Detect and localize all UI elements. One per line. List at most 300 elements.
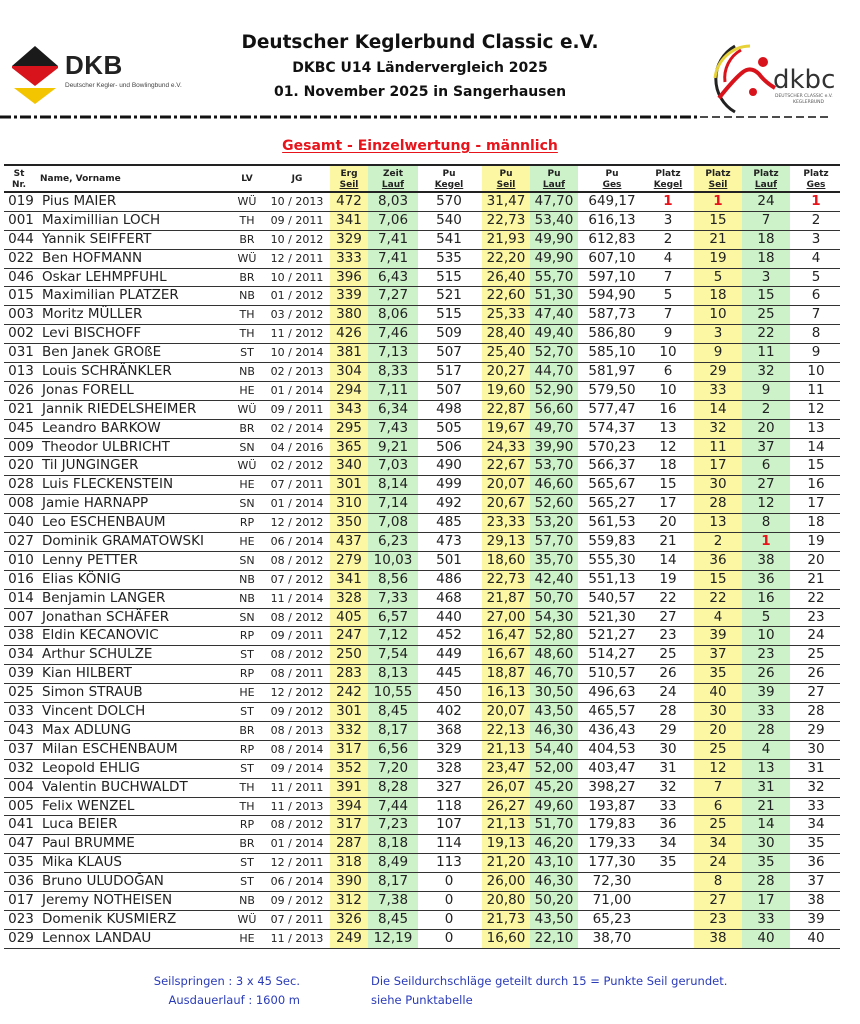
cell-lv: HE	[239, 478, 255, 492]
cell-pu-seil: 18,87	[486, 665, 526, 682]
cell-zeit-lauf: 7,06	[377, 211, 409, 228]
cell-platz-kegel: 32	[659, 778, 677, 795]
table-row	[4, 722, 840, 741]
cell-pu-lauf: 52,70	[534, 344, 574, 361]
cell-platz-ges: 37	[807, 873, 825, 890]
cell-lv: RP	[239, 742, 255, 756]
cell-pu-lauf: 55,70	[534, 268, 574, 285]
cell-pu-ges: 510,57	[588, 665, 636, 682]
cell-platz-seil: 28	[709, 495, 727, 512]
cell-platz-lauf: 27	[757, 476, 775, 493]
cell-pu-seil: 20,67	[486, 495, 526, 512]
cell-pu-ges: 521,27	[588, 627, 636, 644]
cell-pu-kegel: 0	[444, 910, 454, 927]
cell-pu-kegel: 0	[444, 873, 454, 890]
cell-name: Felix WENZEL	[42, 797, 135, 814]
table-row	[4, 250, 840, 269]
cell-lv: NB	[239, 289, 255, 303]
cell-pu-kegel: 107	[436, 816, 462, 833]
cell-pu-lauf: 51,30	[534, 287, 574, 304]
cell-nr: 037	[8, 740, 34, 757]
cell-pu-ges: 540,57	[588, 589, 636, 606]
cell-nr: 031	[8, 344, 34, 361]
cell-pu-lauf: 50,20	[534, 891, 574, 908]
cell-platz-ges: 14	[807, 438, 825, 455]
table-row	[4, 798, 840, 817]
cell-platz-ges: 40	[807, 929, 825, 946]
cell-platz-seil: 8	[713, 873, 723, 890]
cell-platz-seil: 29	[709, 363, 727, 380]
cell-platz-ges: 4	[811, 249, 821, 266]
header-pu-kegel[interactable]: Pu Kegel	[434, 168, 464, 190]
header-zeit-lauf[interactable]: Zeit Lauf	[381, 168, 405, 190]
cell-erg-seil: 317	[336, 816, 362, 833]
cell-nr: 008	[8, 495, 34, 512]
cell-lv: BR	[239, 837, 255, 851]
cell-platz-kegel: 9	[663, 325, 673, 342]
cell-nr: 047	[8, 835, 34, 852]
header-name[interactable]: Name, Vorname	[40, 174, 121, 184]
table-row	[4, 741, 840, 760]
cell-platz-kegel	[644, 911, 692, 928]
cell-platz-lauf: 9	[761, 381, 771, 398]
cell-zeit-lauf: 7,14	[377, 495, 409, 512]
cell-name: Luca BEIER	[42, 816, 118, 833]
cell-pu-seil: 25,33	[486, 306, 526, 323]
cell-pu-seil: 21,13	[486, 740, 526, 757]
cell-nr: 005	[8, 797, 34, 814]
cell-platz-lauf: 36	[757, 570, 775, 587]
footer-right	[371, 972, 727, 1010]
cell-pu-ges: 551,13	[588, 570, 636, 587]
cell-name: Pius MAIER	[42, 193, 117, 209]
cell-name: Leopold EHLIG	[42, 759, 140, 776]
cell-platz-lauf: 28	[757, 873, 775, 890]
cell-pu-seil: 19,13	[486, 835, 526, 852]
table-row	[4, 779, 840, 798]
dkb-logo-text: DKB	[65, 50, 123, 80]
cell-zeit-lauf: 8,06	[377, 306, 409, 323]
cell-platz-kegel: 18	[659, 457, 677, 474]
cell-platz-ges: 6	[811, 287, 821, 304]
header-platz-ges[interactable]: Platz Ges	[803, 168, 829, 190]
cell-name: Yannik SEIFFERT	[42, 230, 152, 247]
cell-pu-ges: 71,00	[592, 891, 632, 908]
cell-lv: WÜ	[237, 912, 257, 926]
cell-pu-lauf: 49,90	[534, 249, 574, 266]
cell-erg-seil: 242	[336, 684, 362, 701]
cell-jg: 11 / 2014	[270, 591, 324, 605]
cell-pu-seil: 21,13	[486, 816, 526, 833]
table-row	[4, 854, 840, 873]
cell-pu-ges: 72,30	[592, 873, 632, 890]
cell-jg: 09 / 2011	[270, 629, 324, 643]
cell-pu-lauf: 49,40	[534, 325, 574, 342]
cell-nr: 020	[8, 457, 34, 474]
cell-pu-ges: 398,27	[588, 778, 636, 795]
cell-zeit-lauf: 7,46	[377, 325, 409, 342]
cell-lv: SN	[239, 610, 255, 624]
table-row	[4, 287, 840, 306]
cell-nr: 003	[8, 306, 34, 323]
cell-pu-seil: 26,40	[486, 268, 526, 285]
cell-platz-kegel: 14	[659, 551, 677, 568]
cell-pu-kegel: 505	[436, 419, 462, 436]
page-header	[0, 0, 860, 125]
cell-pu-kegel: 485	[436, 514, 462, 531]
cell-platz-kegel: 6	[663, 363, 673, 380]
cell-pu-lauf: 46,60	[534, 476, 574, 493]
cell-pu-lauf: 44,70	[534, 363, 574, 380]
cell-erg-seil: 437	[336, 533, 362, 550]
cell-platz-seil: 40	[709, 684, 727, 701]
cell-erg-seil: 365	[336, 438, 362, 455]
header-pu-seil[interactable]: Pu Seil	[496, 168, 516, 190]
cell-jg: 08 / 2014	[270, 742, 324, 756]
cell-jg: 07 / 2012	[270, 572, 324, 586]
cell-platz-ges: 11	[807, 381, 825, 398]
cell-platz-kegel: 3	[663, 211, 673, 228]
cell-jg: 10 / 2011	[270, 270, 324, 284]
cell-pu-lauf: 46,20	[534, 835, 574, 852]
cell-platz-lauf: 8	[761, 514, 771, 531]
cell-platz-ges: 22	[807, 589, 825, 606]
cell-name: Elias KÖNIG	[42, 570, 121, 587]
cell-nr: 013	[8, 363, 34, 380]
cell-pu-lauf: 53,70	[534, 457, 574, 474]
cell-pu-seil: 16,47	[486, 627, 526, 644]
cell-lv: TH	[239, 780, 255, 794]
cell-pu-seil: 21,73	[486, 910, 526, 927]
cell-pu-lauf: 43,10	[534, 854, 574, 871]
cell-erg-seil: 295	[336, 419, 362, 436]
cell-nr: 038	[8, 627, 34, 644]
cell-jg: 01 / 2014	[270, 497, 324, 511]
table-row	[4, 457, 840, 476]
cell-nr: 036	[8, 873, 34, 890]
cell-platz-lauf: 18	[757, 249, 775, 266]
cell-name: Paul BRUMME	[42, 835, 135, 852]
cell-zeit-lauf: 10,03	[373, 551, 413, 568]
cell-erg-seil: 340	[336, 457, 362, 474]
cell-name: Jonas FORELL	[42, 381, 134, 398]
cell-platz-ges: 24	[807, 627, 825, 644]
table-header	[4, 164, 840, 193]
cell-platz-ges: 39	[807, 910, 825, 927]
cell-pu-kegel: 114	[436, 835, 462, 852]
table-row	[4, 533, 840, 552]
cell-pu-ges: 521,30	[588, 608, 636, 625]
cell-lv: SN	[239, 440, 255, 454]
cell-erg-seil: 301	[336, 476, 362, 493]
cell-lv: HE	[239, 535, 255, 549]
cell-pu-ges: 514,27	[588, 646, 636, 663]
cell-pu-kegel: 486	[436, 570, 462, 587]
cell-platz-lauf: 17	[757, 891, 775, 908]
cell-erg-seil: 328	[336, 589, 362, 606]
cell-platz-seil: 38	[709, 929, 727, 946]
cell-nr: 015	[8, 287, 34, 304]
cell-lv: ST	[240, 875, 254, 889]
cell-pu-lauf: 48,60	[534, 646, 574, 663]
cell-platz-seil: 21	[709, 230, 727, 247]
cell-pu-seil: 21,87	[486, 589, 526, 606]
table-body	[4, 193, 840, 949]
cell-zeit-lauf: 6,34	[377, 400, 409, 417]
cell-erg-seil: 339	[336, 287, 362, 304]
cell-pu-lauf: 50,70	[534, 589, 574, 606]
cell-lv: ST	[240, 856, 254, 870]
svg-text:DEUTSCHER CLASSIC e.V.: DEUTSCHER CLASSIC e.V.	[775, 94, 833, 99]
cell-lv: ST	[240, 346, 254, 360]
cell-lv: SN	[239, 553, 255, 567]
header-platz-lauf[interactable]: Platz Lauf	[753, 168, 779, 190]
cell-platz-seil: 25	[709, 816, 727, 833]
cell-erg-seil: 394	[336, 797, 362, 814]
cell-pu-ges: 577,47	[588, 400, 636, 417]
cell-name: Mika KLAUS	[42, 854, 122, 871]
cell-name: Maximillian LOCH	[42, 211, 161, 228]
dkbc-bowler-icon	[695, 38, 840, 118]
cell-jg: 12 / 2011	[270, 251, 324, 265]
cell-platz-lauf: 18	[757, 230, 775, 247]
cell-platz-seil: 9	[713, 344, 723, 361]
cell-zeit-lauf: 10,55	[373, 684, 413, 701]
cell-nr: 026	[8, 381, 34, 398]
table-row	[4, 231, 840, 250]
cell-nr: 027	[8, 533, 34, 550]
cell-platz-seil: 33	[709, 381, 727, 398]
header-platz-kegel[interactable]: Platz Kegel	[653, 168, 683, 190]
cell-pu-ges: 565,67	[588, 476, 636, 493]
cell-platz-lauf: 28	[757, 721, 775, 738]
cell-pu-kegel: 492	[436, 495, 462, 512]
cell-platz-kegel: 16	[659, 400, 677, 417]
cell-platz-ges: 36	[807, 854, 825, 871]
cell-pu-seil: 20,07	[486, 703, 526, 720]
header-st-nr[interactable]: St Nr.	[11, 168, 27, 190]
cell-pu-kegel: 113	[436, 854, 462, 871]
cell-pu-lauf: 52,00	[534, 759, 574, 776]
cell-lv: ST	[240, 761, 254, 775]
cell-erg-seil: 396	[336, 268, 362, 285]
cell-platz-kegel	[644, 873, 692, 890]
cell-zeit-lauf: 8,17	[377, 873, 409, 890]
cell-platz-ges: 23	[807, 608, 825, 625]
cell-pu-lauf: 30,50	[534, 684, 574, 701]
cell-platz-ges: 34	[807, 816, 825, 833]
cell-platz-seil: 23	[709, 910, 727, 927]
cell-platz-seil: 3	[713, 325, 723, 342]
cell-lv: WÜ	[237, 459, 257, 473]
cell-name: Jamie HARNAPP	[42, 495, 149, 512]
cell-jg: 06 / 2014	[270, 535, 324, 549]
cell-zeit-lauf: 8,56	[377, 570, 409, 587]
footer-left	[140, 972, 300, 1010]
cell-jg: 08 / 2012	[270, 818, 324, 832]
header-pu-lauf[interactable]: Pu Lauf	[542, 168, 566, 190]
cell-pu-lauf: 57,70	[534, 533, 574, 550]
cell-platz-seil: 13	[709, 514, 727, 531]
header-platz-seil[interactable]: Platz Seil	[705, 168, 731, 190]
cell-pu-lauf: 54,30	[534, 608, 574, 625]
cell-pu-lauf: 53,40	[534, 211, 574, 228]
cell-nr: 019	[8, 193, 34, 209]
cell-lv: TH	[239, 327, 255, 341]
cell-lv: BR	[239, 421, 255, 435]
cell-jg: 12 / 2011	[270, 856, 324, 870]
cell-erg-seil: 472	[336, 193, 362, 209]
cell-zeit-lauf: 6,56	[377, 740, 409, 757]
cell-nr: 039	[8, 665, 34, 682]
cell-zeit-lauf: 7,41	[377, 230, 409, 247]
cell-platz-lauf: 31	[757, 778, 775, 795]
cell-erg-seil: 304	[336, 363, 362, 380]
cell-platz-kegel: 25	[659, 646, 677, 663]
cell-pu-ges: 597,10	[588, 268, 636, 285]
cell-platz-lauf: 38	[757, 551, 775, 568]
cell-lv: RP	[239, 818, 255, 832]
cell-pu-ges: 179,33	[588, 835, 636, 852]
cell-platz-ges: 21	[807, 570, 825, 587]
cell-pu-kegel: 540	[436, 211, 462, 228]
cell-name: Valentin BUCHWALDT	[42, 778, 188, 795]
table-row	[4, 703, 840, 722]
cell-platz-seil: 36	[709, 551, 727, 568]
header-jg[interactable]: JG	[291, 174, 303, 184]
cell-nr: 023	[8, 910, 34, 927]
cell-platz-lauf: 10	[757, 627, 775, 644]
cell-pu-kegel: 0	[444, 929, 454, 946]
cell-pu-seil: 22,20	[486, 249, 526, 266]
table-row	[4, 609, 840, 628]
cell-jg: 02 / 2014	[270, 421, 324, 435]
cell-nr: 009	[8, 438, 34, 455]
cell-platz-seil: 14	[709, 400, 727, 417]
cell-platz-ges: 31	[807, 759, 825, 776]
cell-platz-ges: 19	[807, 533, 825, 550]
cell-pu-ges: 570,23	[588, 438, 636, 455]
cell-platz-seil: 24	[709, 854, 727, 871]
cell-platz-kegel: 5	[663, 287, 673, 304]
cell-pu-lauf: 56,60	[534, 400, 574, 417]
table-row	[4, 212, 840, 231]
cell-jg: 02 / 2012	[270, 459, 324, 473]
cell-pu-lauf: 46,30	[534, 873, 574, 890]
cell-name: Max ADLUNG	[42, 721, 132, 738]
cell-pu-ges: 38,70	[592, 929, 632, 946]
cell-zeit-lauf: 8,45	[377, 703, 409, 720]
cell-name: Jeremy NOTHEISEN	[42, 891, 173, 908]
page-title: Deutscher Keglerbund Classic e.V.	[241, 32, 599, 53]
cell-pu-kegel: 440	[436, 608, 462, 625]
cell-platz-ges: 15	[807, 457, 825, 474]
cell-platz-kegel: 33	[659, 797, 677, 814]
cell-pu-seil: 20,07	[486, 476, 526, 493]
cell-platz-ges: 9	[811, 344, 821, 361]
cell-platz-seil: 5	[713, 268, 723, 285]
cell-zeit-lauf: 8,28	[377, 778, 409, 795]
cell-name: Levi BISCHOFF	[42, 325, 142, 342]
cell-jg: 08 / 2012	[270, 648, 324, 662]
cell-jg: 12 / 2012	[270, 516, 324, 530]
cell-name: Simon STRAUB	[42, 684, 143, 701]
cell-platz-ges: 28	[807, 703, 825, 720]
cell-platz-ges: 33	[807, 797, 825, 814]
cell-pu-ges: 496,63	[588, 684, 636, 701]
table-row	[4, 476, 840, 495]
cell-pu-ges: 594,90	[588, 287, 636, 304]
cell-pu-kegel: 506	[436, 438, 462, 455]
cell-lv: TH	[239, 213, 255, 227]
cell-erg-seil: 317	[336, 740, 362, 757]
cell-name: Ben HOFMANN	[42, 249, 143, 266]
table-row	[4, 439, 840, 458]
cell-platz-ges: 8	[811, 325, 821, 342]
cell-platz-lauf: 26	[757, 665, 775, 682]
cell-platz-lauf: 32	[757, 363, 775, 380]
cell-pu-kegel: 450	[436, 684, 462, 701]
cell-nr: 025	[8, 684, 34, 701]
cell-pu-ges: 612,83	[588, 230, 636, 247]
cell-pu-kegel: 452	[436, 627, 462, 644]
cell-pu-ges: 616,13	[588, 211, 636, 228]
dkb-logo	[10, 44, 220, 106]
cell-pu-ges: 404,53	[588, 740, 636, 757]
cell-nr: 044	[8, 230, 34, 247]
cell-name: Vincent DOLCH	[42, 703, 146, 720]
cell-pu-seil: 26,00	[486, 873, 526, 890]
cell-lv: TH	[239, 799, 255, 813]
cell-platz-seil: 6	[713, 797, 723, 814]
cell-pu-ges: 586,80	[588, 325, 636, 342]
cell-pu-seil: 22,87	[486, 400, 526, 417]
cell-platz-kegel: 20	[659, 514, 677, 531]
cell-jg: 11 / 2011	[270, 780, 324, 794]
cell-pu-seil: 25,40	[486, 344, 526, 361]
cell-platz-seil: 10	[709, 306, 727, 323]
cell-jg: 08 / 2012	[270, 553, 324, 567]
cell-platz-seil: 2	[713, 533, 723, 550]
header-lv[interactable]: LV	[241, 174, 253, 184]
cell-platz-lauf: 2	[761, 400, 771, 417]
cell-pu-kegel: 501	[436, 551, 462, 568]
footer-punktabelle-note: siehe Punktabelle	[371, 993, 473, 1007]
cell-name: Benjamin LANGER	[42, 589, 166, 606]
cell-platz-kegel	[644, 892, 692, 909]
cell-erg-seil: 283	[336, 665, 362, 682]
cell-pu-kegel: 327	[436, 778, 462, 795]
cell-erg-seil: 341	[336, 570, 362, 587]
cell-jg: 01 / 2014	[270, 383, 324, 397]
cell-name: Jannik RIEDELSHEIMER	[42, 400, 197, 417]
cell-name: Lennox LANDAU	[42, 929, 152, 946]
cell-platz-kegel: 24	[659, 684, 677, 701]
cell-nr: 007	[8, 608, 34, 625]
cell-platz-seil: 27	[709, 891, 727, 908]
cell-pu-lauf: 46,30	[534, 721, 574, 738]
cell-zeit-lauf: 7,20	[377, 759, 409, 776]
cell-pu-seil: 27,00	[486, 608, 526, 625]
header-erg-seil[interactable]: Erg Seil	[339, 168, 359, 190]
cell-pu-seil: 22,67	[486, 457, 526, 474]
cell-jg: 09 / 2012	[270, 705, 324, 719]
cell-platz-seil: 20	[709, 721, 727, 738]
cell-jg: 12 / 2012	[270, 686, 324, 700]
cell-platz-kegel: 28	[659, 703, 677, 720]
header-pu-ges[interactable]: Pu Ges	[602, 168, 622, 190]
cell-pu-lauf: 46,70	[534, 665, 574, 682]
